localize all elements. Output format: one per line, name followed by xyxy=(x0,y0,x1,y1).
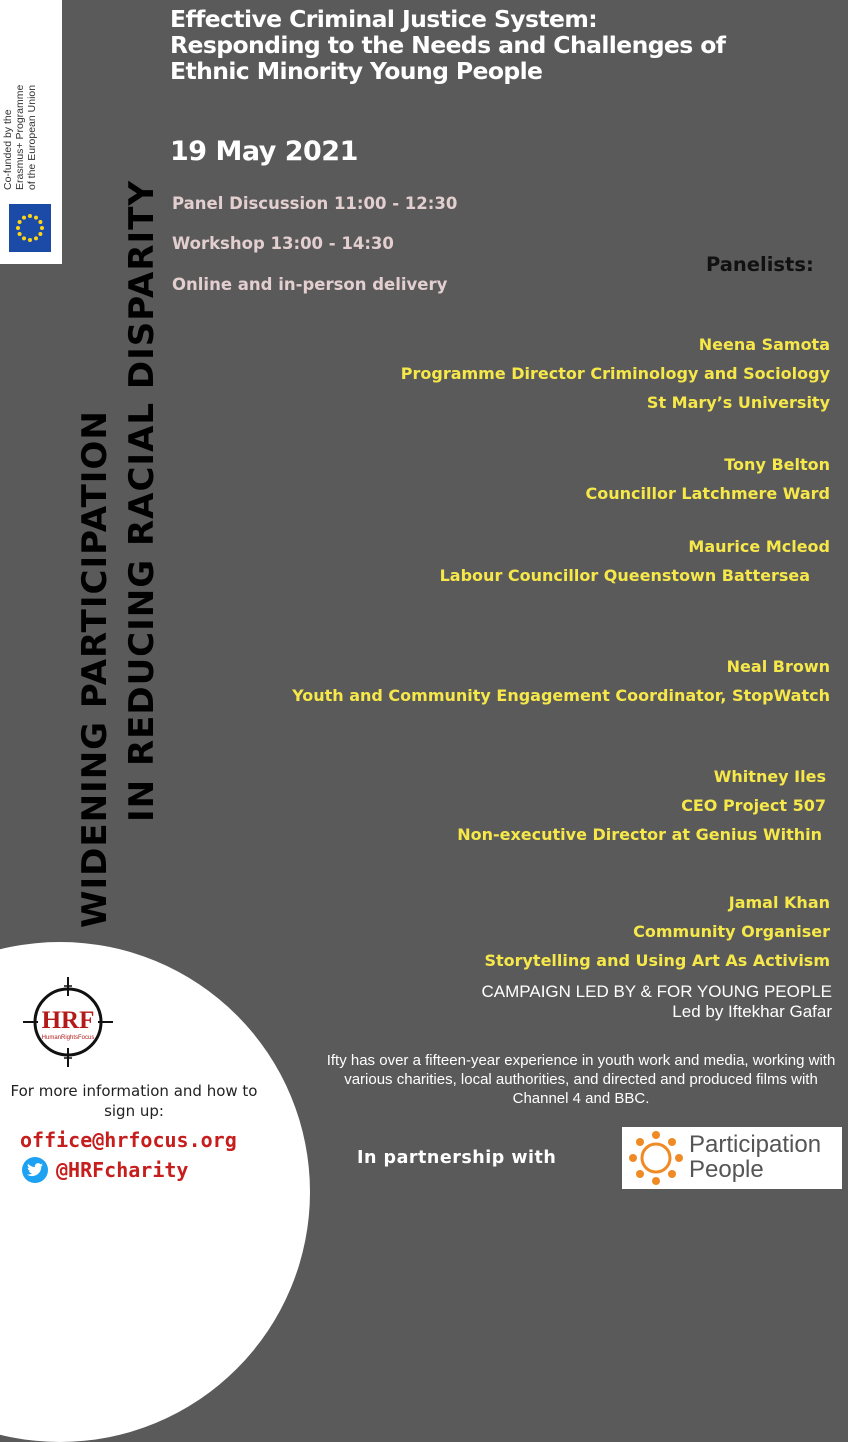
partnership-label: In partnership with xyxy=(357,1148,557,1168)
participation-people-logo xyxy=(622,1127,842,1189)
panelist-tony-belton xyxy=(586,450,830,508)
eu-text-line: Co-funded by the xyxy=(2,109,14,190)
campaign-leader: Led by Iftekhar Gafar xyxy=(672,1002,832,1021)
panelist-role: Labour Councillor Queenstown Battersea xyxy=(439,566,810,585)
panelist-role: Non-executive Director at Genius Within xyxy=(457,825,822,844)
panelist-maurice-mcleod xyxy=(439,532,830,590)
eu-text-line: of the European Union xyxy=(26,84,38,190)
panelist-name: Neena Samota xyxy=(698,335,830,354)
event-title-line: Responding to the Needs and Challenges of xyxy=(170,31,726,59)
event-title-line: Ethnic Minority Young People xyxy=(170,57,543,85)
panelists-heading: Panelists: xyxy=(706,253,814,276)
contact-email-link[interactable]: office@hrfocus.org xyxy=(20,1128,237,1152)
partner-name xyxy=(689,1132,821,1182)
campaign-credit xyxy=(482,982,832,1022)
panelist-neena-samota xyxy=(401,330,830,417)
panelist-name: Whitney Iles xyxy=(713,767,826,786)
panelist-jamal-khan xyxy=(484,888,830,975)
panelist-role: Storytelling and Using Art As Activism xyxy=(484,951,830,970)
workshop-time: Workshop 13:00 - 14:30 xyxy=(172,234,394,253)
hrf-logo-subtext: HumanRightsFocus xyxy=(41,1035,95,1041)
event-title xyxy=(170,6,840,84)
slogan-line-1: WIDENING PARTICIPATION xyxy=(75,410,115,928)
panelist-name: Tony Belton xyxy=(724,455,830,474)
panelist-role: Councillor Latchmere Ward xyxy=(585,484,830,503)
twitter-icon xyxy=(22,1157,48,1183)
hrf-logo-text: HRF xyxy=(41,1007,95,1034)
slogan-line-2: IN REDUCING RACIAL DISPARITY xyxy=(122,179,162,822)
event-date: 19 May 2021 xyxy=(170,136,358,167)
panelist-whitney-iles xyxy=(457,762,826,849)
panelist-neal-brown xyxy=(292,652,830,710)
panel-discussion-time: Panel Discussion 11:00 - 12:30 xyxy=(172,194,458,213)
eu-text-line: Erasmus+ Programme xyxy=(14,84,26,190)
event-title-line: Effective Criminal Justice System: xyxy=(170,5,598,33)
twitter-link[interactable] xyxy=(22,1157,188,1183)
panelist-name: Neal Brown xyxy=(726,657,830,676)
eu-flag-icon xyxy=(9,204,51,252)
partner-name-line: People xyxy=(689,1156,764,1183)
panelist-role: Programme Director Criminology and Sociology xyxy=(400,364,830,383)
panelist-role: Youth and Community Engagement Coordinator, StopWatch xyxy=(292,686,830,705)
leader-bio: Ifty has over a fifteen-year experience in youth work and media, working with various charities, local authorities, and directed and produced films with Channel 4 and BBC. xyxy=(326,1052,836,1107)
panelist-name: Maurice Mcleod xyxy=(688,537,830,556)
panelist-role: CEO Project 507 xyxy=(681,796,826,815)
delivery-mode: Online and in-person delivery xyxy=(172,275,448,294)
panelist-role: Community Organiser xyxy=(633,922,830,941)
twitter-handle: @HRFcharity xyxy=(56,1158,189,1182)
partner-name-line: Participation xyxy=(689,1131,822,1158)
panelist-role: St Mary’s University xyxy=(646,393,830,412)
signup-info: For more information and how to sign up: xyxy=(10,1082,258,1120)
campaign-line: CAMPAIGN LED BY & FOR YOUNG PEOPLE xyxy=(481,982,832,1001)
eu-cofunding-text xyxy=(2,4,38,190)
hrf-crosshair-logo xyxy=(20,974,116,1070)
panelist-name: Jamal Khan xyxy=(728,893,830,912)
